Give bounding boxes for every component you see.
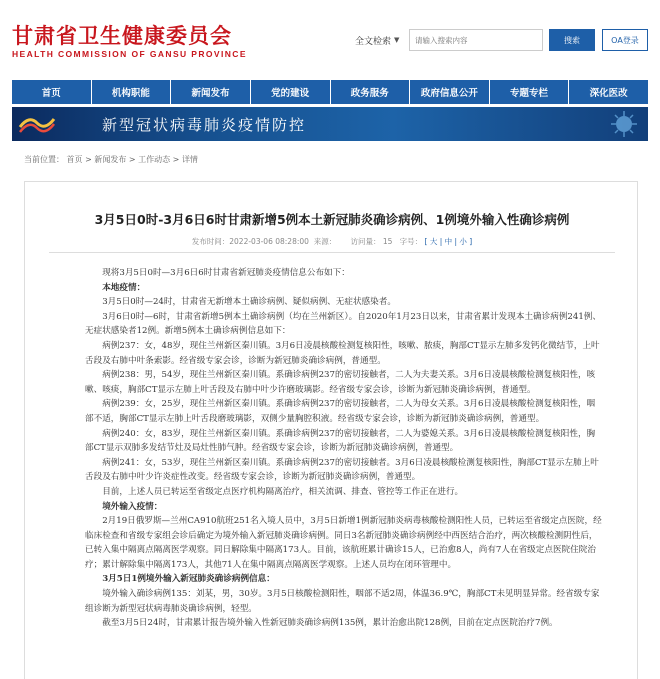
epidemic-banner[interactable] [12, 107, 648, 141]
site-logo-en: HEALTH COMMISSION OF GANSU PROVINCE [12, 49, 247, 59]
search-input[interactable] [409, 29, 543, 51]
nav-item-services[interactable]: 政务服务 [331, 80, 411, 104]
gansu-emblem-icon [16, 111, 58, 137]
font-size-large[interactable]: 大 [429, 237, 438, 246]
paragraph: 截至3月5日24时，甘肃累计报告境外输入性新冠肺炎确诊病例135例，累计治愈出院128例，目前在定点医院治疗7例。 [102, 618, 558, 629]
breadcrumb-separator: > [126, 155, 139, 164]
section-heading: 3月5日1例境外输入新冠肺炎确诊病例信息： [102, 574, 275, 585]
source-label: 来源： [313, 237, 337, 246]
site-header [0, 0, 660, 76]
search-scope-select[interactable] [351, 29, 406, 51]
breadcrumb-separator: > [82, 155, 95, 164]
paragraph: 病例241：女，53岁，现住兰州新区秦川镇。系确诊病例237的密切接触者。3月6日凌晨核酸检测复核阳性，胸部CT显示左肺上叶舌段及右肺中叶少许炎症性改变。经省级专家会诊，诊断为新冠肺炎确诊病例，普通型。 [85, 457, 599, 483]
views-count: 15 [382, 237, 393, 246]
paragraph: 病例239：女，25岁，现住兰州新区秦川镇。系确诊病例237的密切接触者，二人为母女关系。3月6日凌晨核酸检测复核阳性，咽部不适，胸部CT显示左肺上叶舌段磨玻璃影，双侧少量胸腔积液。经省级专家会诊，诊断为新冠肺炎确诊病例，普通型。 [85, 399, 596, 424]
views-label: 访问量： [350, 237, 381, 246]
oa-login-button[interactable]: OA登录 [602, 29, 648, 51]
breadcrumb-item-home[interactable]: 首页 [66, 155, 83, 164]
virus-icon [610, 110, 638, 138]
paragraph: 病例237：女，48岁，现住兰州新区秦川镇。3月6日凌晨核酸检测复核阳性，咳嗽、脓痰，胸部CT显示左肺多发钙化微结节，上叶舌段及右肺中叶条索影。经省级专家会诊，诊断为新冠肺炎确诊病例，普通型。 [85, 340, 600, 366]
nav-item-reform[interactable]: 深化医改 [589, 88, 628, 99]
paragraph: 2月19日俄罗斯—兰州CA910航班251名入境人员中，3月5日新增1例新冠肺炎病毒核酸检测阳性人员，已转运至省级定点医院，经临床检查和省级专家组会诊后确定为境外输入新冠肺炎确诊病例。同日3名新冠肺炎确诊病例经中西医结合治疗，两次核酸检测阴性后，已转入集中隔离点隔离医学观察。同日解除集中隔离173人。目前，该航班累计确诊15人，已治愈8人，尚有7人在省级定点医院住院治疗；累计解除集中隔离173人，其他71人在集中隔离点隔离医学观察。上述人员均在闭环管理中。 [85, 516, 602, 570]
paragraph: 目前，上述人员已转运至省级定点医疗机构隔离治疗，相关流调、排查、管控等工作正在进行。 [102, 486, 464, 497]
chevron-down-icon: ▼ [394, 36, 400, 44]
font-size-label: 字号： [399, 237, 423, 246]
section-heading: 本地疫情： [102, 282, 146, 293]
article-panel [24, 181, 638, 679]
section-heading: 境外输入疫情： [102, 501, 163, 512]
breadcrumb-item-news[interactable]: 新闻发布 [94, 155, 127, 164]
nav-item-disclosure[interactable]: 政府信息公开 [410, 80, 490, 104]
nav-item-news[interactable]: 新闻发布 [171, 80, 251, 104]
article-body [85, 266, 603, 631]
search-scope-label: 全文检索 [355, 36, 392, 47]
nav-item-party[interactable]: 党的建设 [251, 80, 331, 104]
nav-item-functions[interactable]: 机构职能 [92, 80, 172, 104]
paragraph: 病例238：男，54岁，现住兰州新区秦川镇。系确诊病例237的密切接触者，二人为夫妻关系。3月6日凌晨核酸检测复核阳性，咳嗽、咳痰，胸部CT显示左肺上叶舌段及右肺中叶少许磨玻璃影。经省级专家会诊，诊断为新冠肺炎确诊病例，普通型。 [85, 370, 596, 395]
nav-item-home[interactable]: 首页 [12, 80, 92, 104]
nav-item-topics[interactable]: 专题专栏 [490, 80, 570, 104]
article-meta: 发布时间：2022-03-06 08:28:00 来源： 访问量： 15 字号： [ 大 | 中 | 小 ] [191, 237, 473, 246]
breadcrumb-separator: > [170, 155, 182, 164]
font-size-small[interactable]: 小 [459, 237, 467, 246]
search-button[interactable]: 搜索 [549, 29, 595, 51]
paragraph: 境外输入确诊病例135：刘某，男，30岁。3月5日核酸检测阳性，咽部不适2周，体温36.9℃，胸部CT未见明显异常。经省级专家组诊断为新型冠状病毒肺炎确诊病例，轻型。 [85, 589, 600, 614]
paragraph: 病例240：女，83岁，现住兰州新区秦川镇。系确诊病例237的密切接触者，二人为婆媳关系。3月6日凌晨核酸检测复核阳性，胸部CT显示双肺多发结节灶及局灶性肺气肿。经省级专家会诊，诊断为新冠肺炎确诊病例，普通型。 [85, 428, 596, 454]
site-logo-cn[interactable]: 甘肃省卫生健康委员会 [12, 23, 232, 48]
breadcrumb-label: 当前位置： [24, 155, 64, 164]
publish-time-label: 发布时间： [191, 237, 230, 246]
breadcrumb-item-detail: 详情 [181, 155, 198, 164]
meta-divider [49, 252, 615, 253]
article-title: 3月5日0时-3月6日6时甘肃新增5例本土新冠肺炎确诊病例、1例境外输入性确诊病例 [94, 212, 570, 227]
publish-time: 2022-03-06 08:28:00 [229, 237, 309, 246]
main-nav [12, 80, 648, 104]
banner-title: 新型冠状病毒肺炎疫情防控 [102, 116, 307, 134]
paragraph: 现将3月5日0时—3月6日6时甘肃省新冠肺炎疫情信息公布如下： [102, 268, 350, 278]
font-size-medium[interactable]: 中 [444, 237, 453, 246]
paragraph: 3月6日0时—6时，甘肃省新增5例本土确诊病例（均在兰州新区）。自2020年1月23日以来，甘肃省累计发现本土确诊病例241例、无症状感染者12例。新增5例本土确诊病例信息如下： [85, 311, 601, 337]
paragraph: 3月5日0时—24时，甘肃省无新增本土确诊病例、疑似病例、无症状感染者。 [102, 297, 396, 308]
breadcrumb-item-work[interactable]: 工作动态 [138, 155, 171, 164]
breadcrumb [24, 154, 198, 165]
